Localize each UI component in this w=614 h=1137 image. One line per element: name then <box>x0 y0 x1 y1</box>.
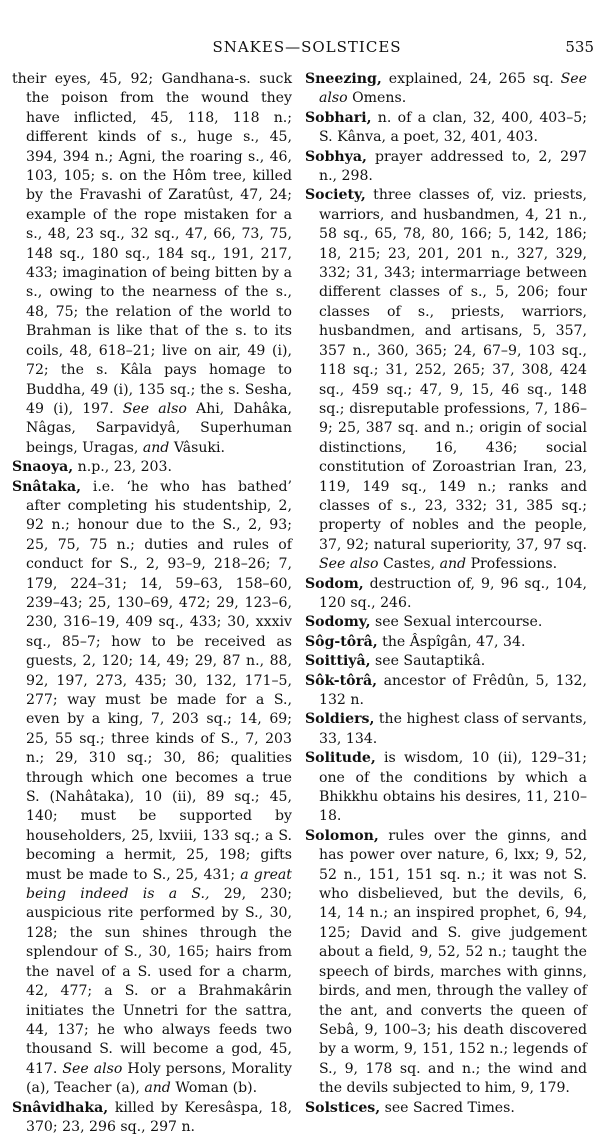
index-entry <box>305 749 587 827</box>
see-also-label: See also <box>319 556 379 573</box>
index-column-right <box>305 70 587 1118</box>
entry-text: the highest class of servants, 33, 134. <box>319 711 587 747</box>
index-entry <box>305 652 587 671</box>
index-entry <box>305 186 587 574</box>
running-title: SNAKES—SOLSTICES <box>212 38 402 56</box>
cross-references-end: Woman (b). <box>175 1080 258 1097</box>
entry-text: their eyes, 45, 92; Gandhana-s. suck the poison from the wound they have inflicted, 45, 118, 118 n.; different kinds of s., huge s., 45, 394, 394 n.; Agni, the roaring s., 46, 103, 105; s. on the Hôm tree, killed by the Fravashi of Zaratûst, 47, 24; example of the rope mistaken for a s., 48, 23 sq., 32 sq., 47, 66, 73, 75, 148 sq., 180 sq., 184 sq., 191, 217, 433; imagination of being bitten by a s., owing to the nearness of the s., 48, 75; the relation of the world to Brahman is like that of the s. to its coils, 48, 618–21; live on air, 49 (i), 72; the s. Kâla pays homage to Buddha, 49 (i), 135 sq.; the s. Sesha, 49 (i), 197. <box>12 71 292 417</box>
entry-headword: Soittiyâ, <box>305 653 371 670</box>
entry-headword: Sobhari, <box>305 109 372 126</box>
index-entry <box>12 458 292 477</box>
entry-headword: Snâtaka, <box>12 478 82 495</box>
cross-references: Holy persons, Morality (a), Teacher (a), <box>26 1060 292 1097</box>
index-entry <box>305 613 587 632</box>
index-entry <box>305 1099 587 1118</box>
entry-text: see Sacred Times. <box>384 1099 515 1116</box>
index-entry <box>12 70 292 458</box>
entry-italic-quote: a great being indeed is a S., <box>26 866 292 903</box>
index-entry <box>12 1099 292 1137</box>
entry-text: three classes of, viz. priests, warriors, and husbandmen, 4, 21 n., 58 sq., 65, 78, 80, 166; 5, 142, 186; 18, 215; 23, 201, 201 n., 327, 329, 332; 31, 343; intermarriage between different classes of s., 5, 206; four classes of s., priests, warriors, husbandmen, and artisans, 5, 357, 357 n., 360, 365; 24, 67–9, 103 sq., 118 sq.; 31, 252, 265; 37, 308, 424 sq., 459 sq.; 47, 9, 15, 46 sq., 148 sq.; disreputable professions, 7, 186–9; 25, 387 sq. and n.; origin of social distinctions, 16, 436; social constitution of Zoroastrian Iran, 23, 119, 149 sq., 149 n.; ranks and classes of s., 23, 332; 31, 385 sq.; property of nobles and the people, 37, 92; natural superiority, 37, 97 sq. <box>319 187 587 553</box>
and-label: and <box>144 1080 171 1097</box>
entry-headword: Society, <box>305 187 366 204</box>
entry-text: see Sexual intercourse. <box>374 614 543 631</box>
index-entry <box>305 148 587 187</box>
entry-text: is wisdom, 10 (ii), 129–31; one of the conditions by which a Bhikkhu obtains his desires, 11, 210–18. <box>319 750 588 825</box>
index-entry <box>305 633 587 652</box>
entry-text: 29, 230; auspicious rite performed by S., 30, 128; the sun shines through the splendour of S., 30, 165; hairs from the navel of a S. used for a charm, 42, 477; a S. or a Brahmakârin initiates the Unnetri for the sattra, 44, 137; he who always feeds two thousand S. will become a god, 45, 417. <box>26 886 292 1077</box>
index-entry <box>305 575 587 614</box>
entry-headword: Soldiers, <box>305 711 375 728</box>
entry-headword: Sodom, <box>305 575 364 592</box>
entry-text: killed by Keresâspa, 18, 370; 23, 296 sq., 297 n. <box>26 1099 292 1135</box>
cross-references: Ahi, Dahâka, Nâgas, Sarpavidyâ, Superhuman beings, Uragas, <box>26 400 293 456</box>
entry-text: destruction of, 9, 96 sq., 104, 120 sq., 246. <box>319 575 587 611</box>
entry-text: see Sautaptikâ. <box>375 653 486 670</box>
cross-references: Omens. <box>352 90 407 107</box>
and-label: and <box>142 439 170 456</box>
index-entry <box>305 70 587 109</box>
page-number: 535 <box>565 38 594 56</box>
entry-headword: Sôk-tôrâ, <box>305 672 377 689</box>
entry-text: rules over the ginns, and has power over nature, 6, lxx; 9, 52, 52 n., 151, 151 sq. n.; it was not S. who disbelieved, but the devils, 6, 14, 14 n.; an inspired prophet, 6, 94, 125; David and S. give judgement about a field, 9, 52, 52 n.; taught the speech of birds, marches with ginns, birds, and men, through the valley of the ant, and converts the queen of Sebâ, 9, 100–3; his death discovered by a worm, 9, 151, 152 n.; legends of S., 9, 178 sq. and n.; the wind and the devils subjected to him, 9, 179. <box>319 827 587 1097</box>
entry-text: i.e. ‘he who has bathed’ after completing his studentship, 2, 92 n.; honour due to the S., 2, 93; 25, 75, 75 n.; duties and rules of conduct for S., 2, 93–9, 218–26; 7, 179, 224–31; 14, 59–63, 158–60, 239–43; 25, 130–69, 472; 29, 123–6, 230, 316–19, 409 sq., 433; 30, xxxiv sq., 85–7; how to be received as guests, 2, 120; 14, 49; 29, 87 n., 88, 92, 197, 273, 435; 30, 132, 171–5, 277; way must be made for a S., even by a king, 7, 203 sq.; 14, 69; 25, 55 sq.; three kinds of S., 7, 203 n.; 29, 310 sq.; 30, 86; qualities through which one becomes a true S. (Nahâtaka), 10 (ii), 89 sq.; 45, 140; must be supported by householders, 25, lxviii, 133 sq.; a S. becoming a hermit, 25, 198; gifts must be made to S., 25, 431; <box>26 478 292 883</box>
entry-headword: Solomon, <box>305 827 379 844</box>
and-label: and <box>439 556 467 573</box>
entry-text: the Âspîgân, 47, 34. <box>382 633 526 650</box>
cross-references-end: Professions. <box>470 556 558 573</box>
index-column-left <box>12 70 292 1137</box>
entry-headword: Snâvidhaka, <box>12 1099 109 1116</box>
index-entry <box>305 827 587 1099</box>
entry-text: n. of a clan, 32, 400, 403–5; S. Kânva, a poet, 32, 401, 403. <box>319 109 588 146</box>
entry-headword: Sodomy, <box>305 614 371 631</box>
entry-text: ancestor of Frêdûn, 5, 132, 132 n. <box>319 672 587 708</box>
cross-references: Castes, <box>382 556 436 573</box>
running-header <box>20 38 594 60</box>
index-entry <box>305 672 587 711</box>
entry-headword: Snaoya, <box>12 459 74 476</box>
entry-headword: Sôg-tôrâ, <box>305 633 378 650</box>
entry-text: explained, 24, 265 sq. <box>388 71 554 87</box>
entry-headword: Solitude, <box>305 750 376 767</box>
see-also-label: See also <box>62 1060 123 1077</box>
cross-references-end: Vâsuki. <box>173 439 225 456</box>
index-entry <box>305 109 587 148</box>
index-entry <box>12 478 292 1099</box>
index-entry <box>305 710 587 749</box>
entry-headword: Solstices, <box>305 1099 381 1116</box>
entry-text: prayer addressed to, 2, 297 n., 298. <box>319 148 587 185</box>
see-also-label: See also <box>319 71 587 107</box>
entry-headword: Sneezing, <box>305 71 382 87</box>
entry-text: n.p., 23, 203. <box>77 459 172 476</box>
see-also-label: See also <box>122 400 187 417</box>
entry-headword: Sobhya, <box>305 148 367 165</box>
